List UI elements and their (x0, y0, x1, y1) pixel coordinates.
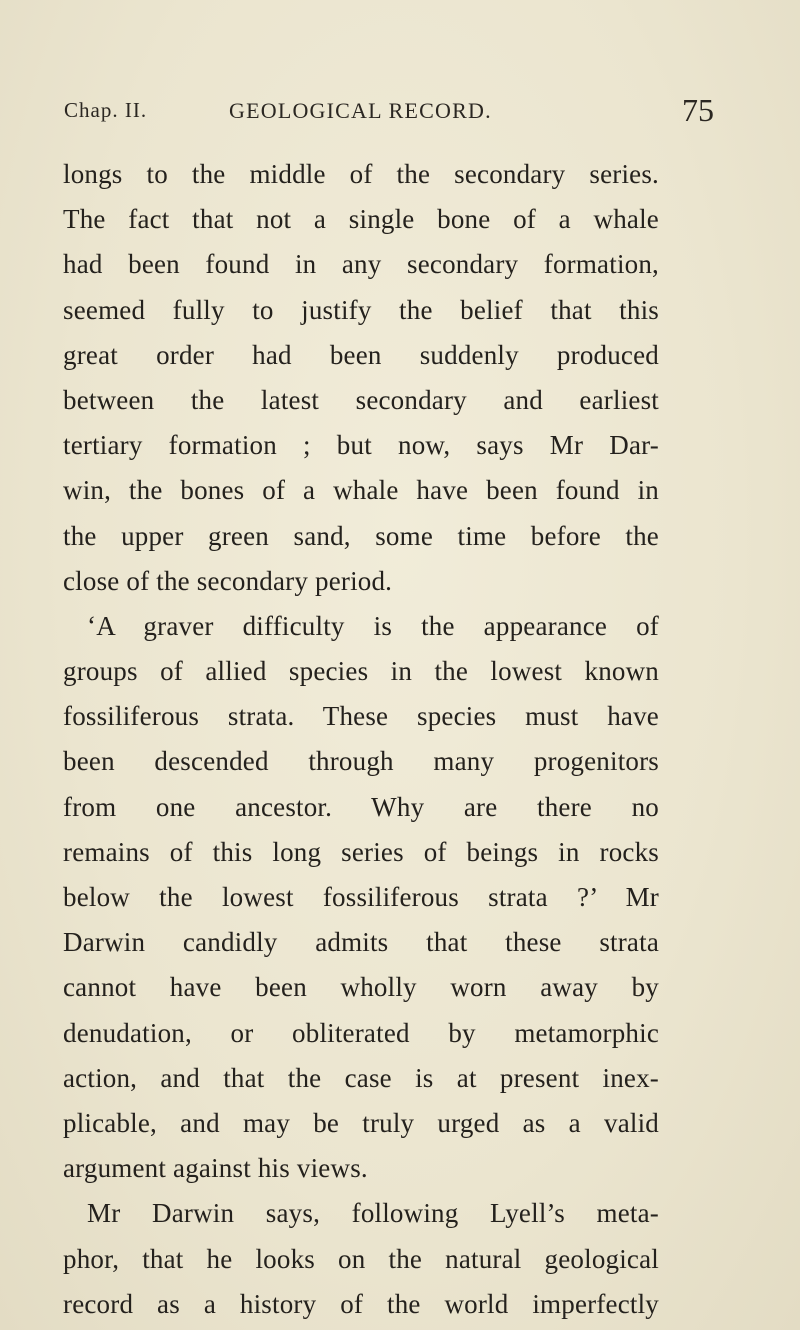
text-line: between the latest secondary and earliest (63, 384, 659, 415)
text-line: action, and that the case is at present inex- (63, 1062, 659, 1093)
text-line: below the lowest fossiliferous strata ?’ Mr (63, 882, 659, 912)
text-line: fossiliferous strata. These species must have (63, 701, 659, 732)
text-line: record as a history of the world imperfectly (63, 1288, 659, 1319)
text-line: groups of allied species in the lowest known (63, 656, 659, 687)
chapter-label: Chap. II. (64, 98, 148, 122)
page-number: 75 (682, 92, 714, 128)
text-line: Mr Darwin says, following Lyell’s meta- (87, 1198, 659, 1229)
text-line: argument against his views. (63, 1153, 368, 1184)
text-line: The fact that not a single bone of a whale (63, 204, 659, 235)
text-line: plicable, and may be truly urged as a valid (63, 1107, 659, 1138)
text-line: cannot have been wholly worn away by (63, 972, 659, 1003)
text-line: seemed fully to justify the belief that this (63, 294, 659, 325)
text-line: been descended through many progenitors (63, 746, 659, 777)
text-line: the upper green sand, some time before the (63, 520, 659, 551)
body-text (63, 152, 659, 1327)
text-line: win, the bones of a whale have been found in (63, 475, 659, 506)
text-line: ‘A graver difficulty is the appearance of (87, 610, 659, 641)
text-line: close of the secondary period. (63, 565, 393, 596)
text-line: from one ancestor. Why are there no (63, 791, 659, 822)
text-line: great order had been suddenly produced (63, 339, 659, 370)
page-header (64, 92, 714, 132)
text-line: Darwin candidly admits that these strata (63, 927, 659, 958)
text-line: remains of this long series of beings in rocks (63, 836, 659, 867)
text-line: denudation, or obliterated by metamorphic (63, 1017, 659, 1048)
text-line: longs to the middle of the secondary series. (63, 159, 659, 189)
text-line: had been found in any secondary formation, (63, 249, 659, 280)
text-line: tertiary formation ; but now, says Mr Dar- (63, 430, 659, 461)
text-line: phor, that he looks on the natural geological (63, 1243, 659, 1274)
running-title: GEOLOGICAL RECORD. (229, 98, 492, 123)
